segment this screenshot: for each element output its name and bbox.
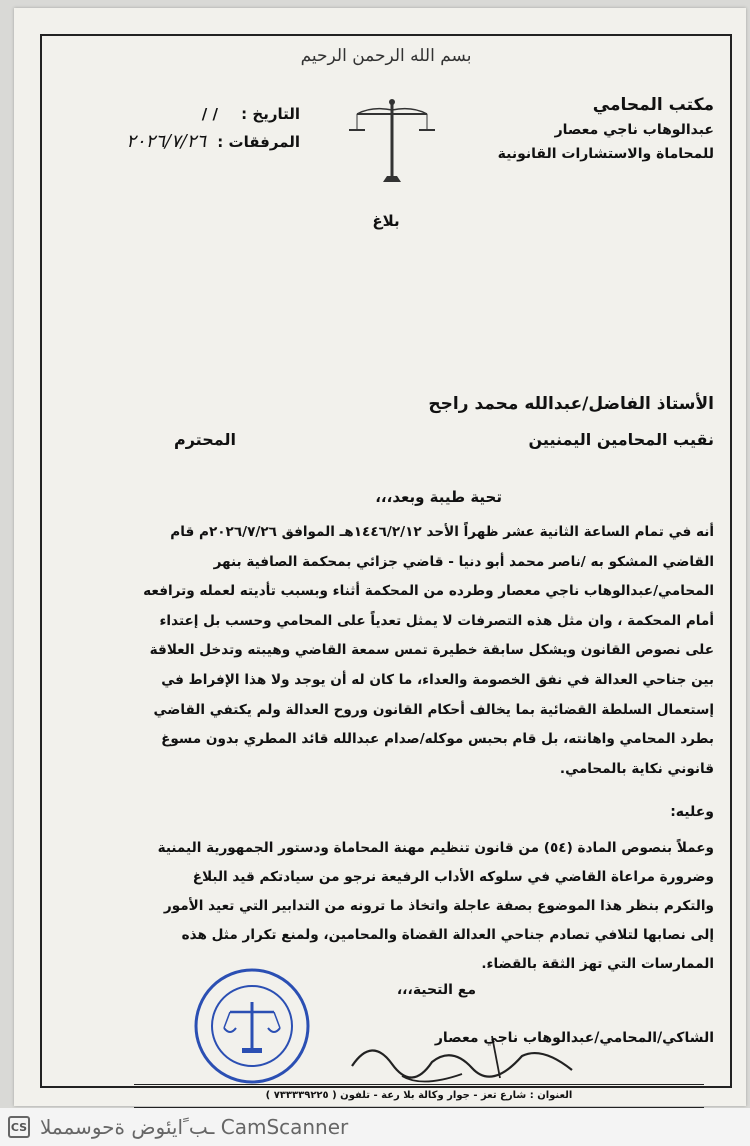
- office-stamp-icon: [192, 966, 312, 1086]
- body-line: بين جناحي العدالة في نفق الخصومة والعداء، ما كان له أن يوجد ولا هذا الإفراط في: [161, 671, 714, 688]
- request-line: إلى نصابها لتلافي تصادم جناحي العدالة القضاة والمحامين، ولمنع تكرار مثل هذه: [181, 927, 714, 943]
- addressee-respect: المحترم: [174, 430, 236, 449]
- addressee-position: نقيب المحامين اليمنيين: [528, 430, 714, 449]
- date-label: التاريخ :: [241, 105, 300, 123]
- closing-regards: مع التحية،،،: [396, 982, 476, 998]
- body-paragraph: [46, 518, 714, 784]
- document-title: بلاغ: [372, 212, 400, 230]
- request-line: وضرورة مراعاة القاضي في سلوكه الأداب الرفيعة نرجو من سيادتكم قيد البلاغ: [192, 869, 714, 885]
- document-page: [14, 8, 746, 1106]
- camscanner-text: CamScanner ـب ًايئوض ةحوسمملا: [40, 1115, 349, 1139]
- body-line: قانوني نكاية بالمحامي.: [559, 760, 714, 777]
- body-line: على نصوص القانون ويشكل سابقة خطيرة تمس سمعة القاضي وهيبته وتدخل العلاقة: [149, 642, 714, 659]
- basmala: بسم الله الرحمن الرحيم: [300, 46, 472, 66]
- office-subtitle: للمحاماة والاستشارات القانونية: [497, 146, 714, 162]
- date-value: / /: [201, 105, 218, 123]
- request-line: والتكرم بنظر هذا الموضوع بصفة عاجلة واتخاذ ما ترونه من التدابير التي تعيد الأمور: [163, 898, 714, 914]
- addressee-block: [54, 386, 714, 458]
- camscanner-logo-icon: CS: [8, 1116, 30, 1138]
- attachments-label: المرفقات :: [217, 133, 300, 151]
- scales-of-justice-icon: [337, 92, 447, 192]
- office-title: مكتب المحامي: [592, 95, 714, 115]
- request-line: الممارسات التي تهز الثقة بالقضاء.: [481, 956, 714, 972]
- body-line: المحامي/عبدالوهاب ناجي معصار وطرده من المحكمة أثناء وبسبب تأديته لعمله وترافعه: [143, 583, 714, 600]
- attachments-value: ٢٠٢٦/٧/٢٦: [126, 131, 207, 152]
- camscanner-watermark: [0, 1108, 750, 1146]
- footer-address: العنوان : شارع تعز - جوار وكالة بلا رعة - تلفون ( ٧٣٣٣٣٩٢٢٥ ): [134, 1084, 704, 1108]
- greeting: تحية طيبة وبعد،،،: [375, 488, 502, 506]
- office-header: [484, 92, 714, 166]
- office-name: عبدالوهاب ناجي معصار: [554, 122, 714, 138]
- document-meta: [60, 100, 300, 156]
- body-line: القاضي المشكو به /ناصر محمد أبو دنيا - قاضي جزائي بمحكمة الصافية بنهر: [213, 553, 714, 570]
- addressee-name: الأستاذ الفاضل/عبدالله محمد راجح: [428, 394, 714, 414]
- body-line: إستعمال السلطة القضائية بما يخالف أحكام القانون وروح العدالة ولم يكتفي القاضي: [153, 701, 714, 718]
- therefore-heading: وعليه:: [670, 804, 714, 820]
- request-line: وعملاً بنصوص المادة (٥٤) من قانون تنظيم مهنة المحاماة ودستور الجمهورية اليمنية: [157, 840, 714, 856]
- page-border: [40, 34, 732, 1101]
- body-line: أمام المحكمة ، وان مثل هذه التصرفات لا يمثل تعدياً على المحامي وحسب بل إعتداء: [159, 612, 714, 629]
- body-line: أنه في تمام الساعة الثانية عشر ظهراً الأحد ١٤٤٦/٢/١٢هـ الموافق ٢٠٢٦/٧/٢٦م قام: [170, 524, 714, 540]
- body-line: بطرد المحامي واهانته، بل قام بحبس موكله/صدام عبدالله قائد المطري بدون مسوغ: [161, 731, 714, 748]
- request-paragraph: [46, 834, 714, 979]
- signer-name: الشاكي/المحامي/عبدالوهاب ناجي معصار: [434, 1030, 714, 1046]
